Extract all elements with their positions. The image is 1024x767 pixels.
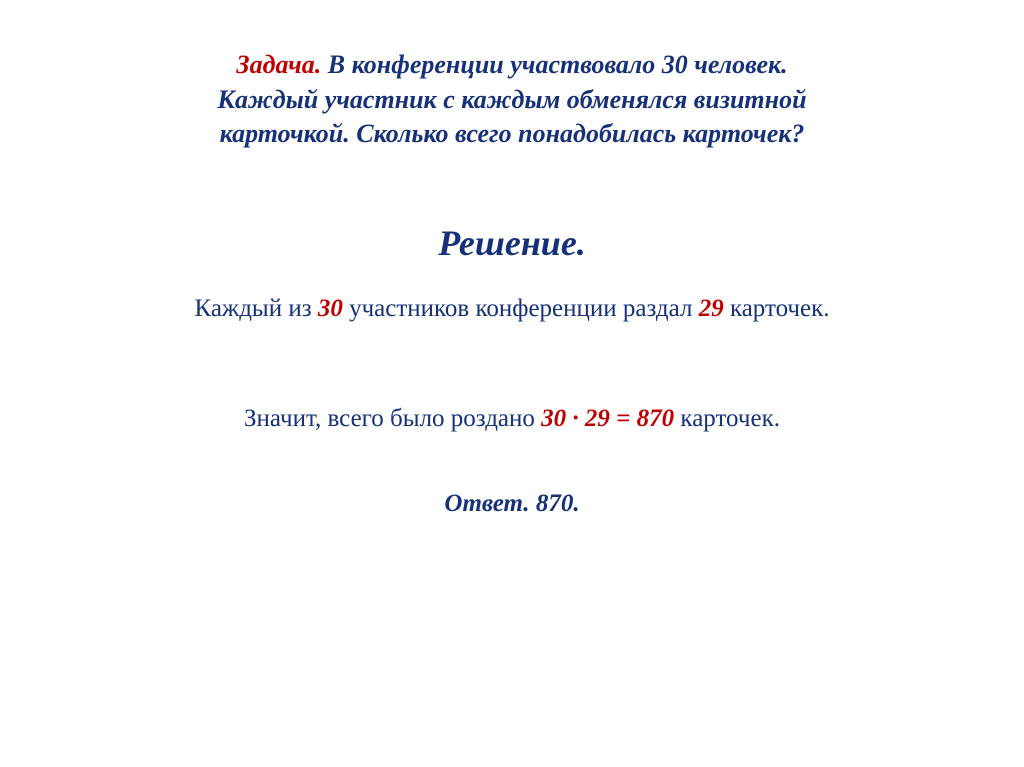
line1-before: Каждый из [194,295,318,322]
solution-line-1 [0,295,1024,323]
line2-before: Значит, всего было роздано [244,405,542,432]
line2-expression: 30 · 29 = 870 [541,405,675,432]
problem-statement [60,48,964,152]
line1-number-cards: 29 [698,295,724,322]
solution-heading: Решение. [438,223,586,263]
problem-line3: карточкой. Сколько всего понадобилась карточек? [219,119,805,149]
problem-label: Задача. [236,50,322,79]
answer-label: Ответ. [444,490,530,517]
line1-number-participants: 30 [317,295,343,322]
problem-line1-text: В конференции участвовало 30 человек. [321,50,788,79]
answer-value: 870. [529,490,580,517]
line2-after: карточек. [674,405,780,432]
line1-after: карточек. [723,295,830,322]
solution-line-2 [0,405,1024,433]
answer-line [0,490,1024,518]
line1-middle: участников конференции раздал [342,295,699,322]
problem-line2: Каждый участник с каждым обменялся визитной [217,84,807,114]
